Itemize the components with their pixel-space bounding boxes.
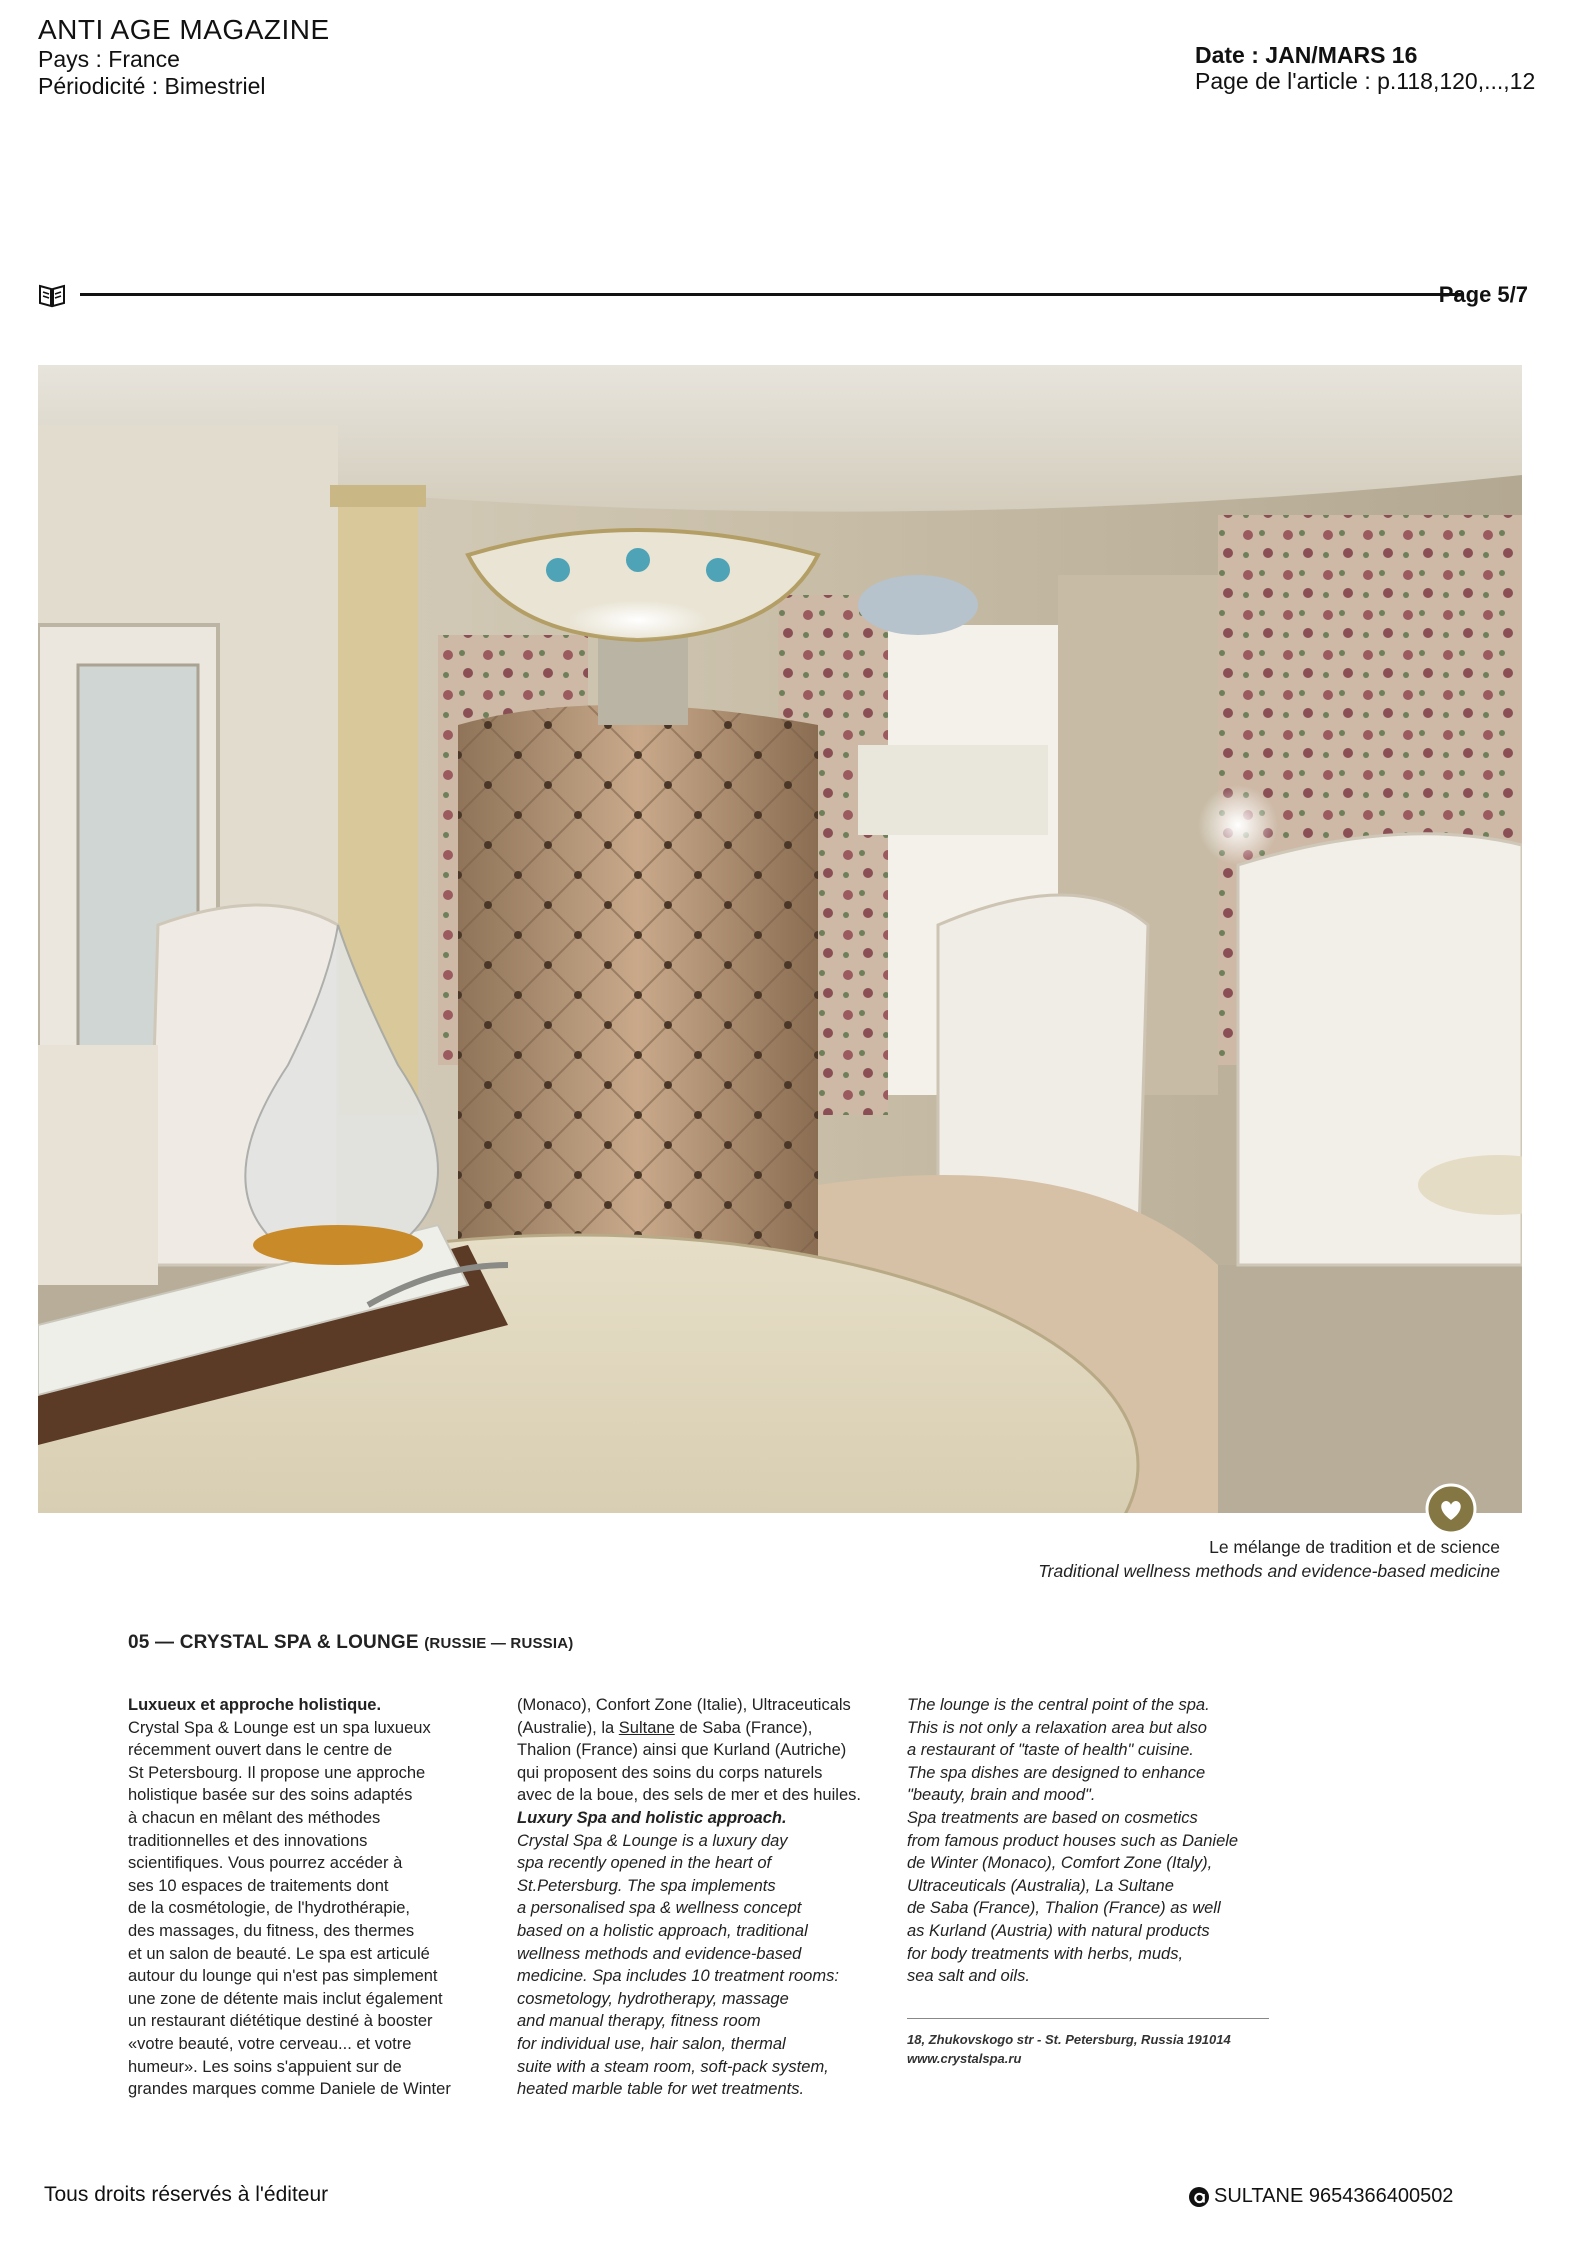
press-date-block <box>1195 42 1535 94</box>
col1-line: un restaurant diététique destiné à booster <box>128 2012 433 2031</box>
col1-line: autour du lounge qui n'est pas simplement <box>128 1967 438 1986</box>
address-divider <box>907 2018 1269 2019</box>
col2-line: qui proposent des soins du corps naturels <box>517 1763 823 1782</box>
sultane-brand: Sultane <box>618 1718 675 1737</box>
rights-notice: Tous droits réservés à l'éditeur <box>44 2183 329 2206</box>
photo-caption <box>1038 1535 1500 1583</box>
heart-icon <box>1425 1483 1477 1535</box>
col1-line: ses 10 espaces de traitements dont <box>128 1876 389 1895</box>
article-column-1 <box>128 1694 498 2101</box>
col1-lead: Luxueux et approche holistique. <box>128 1696 382 1714</box>
a-circle-logo-icon <box>1188 2186 1210 2208</box>
col3-line: de Saba (France), Thalion (France) as well <box>907 1899 1221 1918</box>
col1-line: grandes marques comme Daniele de Winter <box>128 2080 451 2099</box>
col1-line: récemment ouvert dans le centre de <box>128 1741 393 1760</box>
col2-line: avec de la boue, des sels de mer et des huiles. <box>517 1786 861 1805</box>
article-pages: Page de l'article : p.118,120,...,12 <box>1195 68 1536 94</box>
spa-lounge-photo <box>38 365 1522 1513</box>
col3-line: Ultraceuticals (Australia), La Sultane <box>907 1876 1174 1895</box>
page-rule-row <box>38 280 1528 312</box>
col1-line: scientifiques. Vous pourrez accéder à <box>128 1854 403 1873</box>
col3-line: sea salt and oils. <box>907 1967 1030 1986</box>
col3-line: The lounge is the central point of the spa. <box>907 1696 1210 1714</box>
spa-address: 18, Zhukovskogo str - St. Petersburg, Russia 191014 <box>907 2032 1231 2047</box>
col2-line-en: suite with a steam room, soft-pack system, <box>517 2057 829 2076</box>
col1-line: traditionnelles et des innovations <box>128 1831 368 1850</box>
spa-website: www.crystalspa.ru <box>907 2051 1022 2066</box>
country-line: Pays : France <box>38 46 180 72</box>
col3-line: as Kurland (Austria) with natural products <box>907 1921 1210 1940</box>
col2-line-en: for individual use, hair salon, thermal <box>517 2034 786 2053</box>
col1-line: holistique basée sur des soins adaptés <box>128 1786 413 1805</box>
col2-line-en: medicine. Spa includes 10 treatment rooms: <box>517 1967 839 1986</box>
col3-line: from famous product houses such as Daniele <box>907 1831 1239 1850</box>
col2-lead-en: Luxury Spa and holistic approach. <box>517 1808 787 1827</box>
magazine-name: ANTI AGE MAGAZINE <box>38 14 330 45</box>
col3-line: Spa treatments are based on cosmetics <box>907 1808 1198 1827</box>
col2-line-en: spa recently opened in the heart of <box>517 1854 772 1873</box>
col3-line: a restaurant of "taste of health" cuisine. <box>907 1741 1194 1760</box>
caption-en: Traditional wellness methods and evidence-based medicine <box>1038 1561 1500 1581</box>
col1-line: et un salon de beauté. Le spa est articulé <box>128 1944 430 1963</box>
col2-line-en: and manual therapy, fitness room <box>517 2012 761 2031</box>
col3-line: de Winter (Monaco), Comfort Zone (Italy), <box>907 1854 1213 1873</box>
col2-text: de Saba (France), <box>674 1718 813 1737</box>
col3-line: for body treatments with herbs, muds, <box>907 1944 1184 1963</box>
col2-line-en: a personalised spa & wellness concept <box>517 1899 802 1918</box>
section-country: (RUSSIE — RUSSIA) <box>424 1635 574 1652</box>
col1-line: à chacun en mêlant des méthodes <box>128 1808 381 1827</box>
caption-fr: Le mélange de tradition et de science <box>1209 1537 1500 1557</box>
col2-line-en: St.Petersburg. The spa implements <box>517 1876 776 1895</box>
col1-line: humeur». Les soins s'appuient sur de <box>128 2057 402 2076</box>
article-column-3 <box>907 1694 1287 1988</box>
article-column-2 <box>517 1694 887 2101</box>
col3-line: The spa dishes are designed to enhance <box>907 1763 1206 1782</box>
col1-line: de la cosmétologie, de l'hydrothérapie, <box>128 1899 410 1918</box>
col2-line <box>517 1717 887 1740</box>
periodicity-line: Périodicité : Bimestriel <box>38 73 266 99</box>
col3-line: "beauty, brain and mood". <box>907 1786 1096 1805</box>
lounge-illustration <box>38 365 1522 1513</box>
col2-line-en: heated marble table for wet treatments. <box>517 2080 805 2099</box>
col1-line: «votre beauté, votre cerveau... et votre <box>128 2034 412 2053</box>
col2-line: Thalion (France) ainsi que Kurland (Autriche) <box>517 1741 847 1760</box>
col2-line-en: Crystal Spa & Lounge is a luxury day <box>517 1831 788 1850</box>
col1-line: St Petersbourg. Il propose une approche <box>128 1763 426 1782</box>
issue-date: Date : JAN/MARS 16 <box>1195 42 1418 68</box>
header-rule <box>80 293 1464 296</box>
spa-address-block <box>907 2030 1231 2068</box>
col2-line: (Monaco), Confort Zone (Italie), Ultraceuticals <box>517 1696 851 1714</box>
col2-line-en: cosmetology, hydrotherapy, massage <box>517 1989 789 2008</box>
col1-line: des massages, du fitness, des thermes <box>128 1921 415 1940</box>
press-header <box>38 14 330 100</box>
press-code: SULTANE 9654366400502 <box>1214 2185 1454 2207</box>
page-number: Page 5/7 <box>1438 282 1528 307</box>
section-name: 05 — CRYSTAL SPA & LOUNGE <box>128 1632 419 1653</box>
col2-line-en: based on a holistic approach, traditional <box>517 1921 808 1940</box>
col2-text: (Australie), la <box>517 1718 619 1737</box>
section-title <box>128 1632 573 1654</box>
footer-code-block <box>1188 2185 1453 2208</box>
col2-line-en: wellness methods and evidence-based <box>517 1944 802 1963</box>
col3-line: This is not only a relaxation area but also <box>907 1718 1207 1737</box>
book-icon <box>38 282 66 308</box>
col1-line: Crystal Spa & Lounge est un spa luxueux <box>128 1718 431 1737</box>
col1-line: une zone de détente mais inclut également <box>128 1989 443 2008</box>
